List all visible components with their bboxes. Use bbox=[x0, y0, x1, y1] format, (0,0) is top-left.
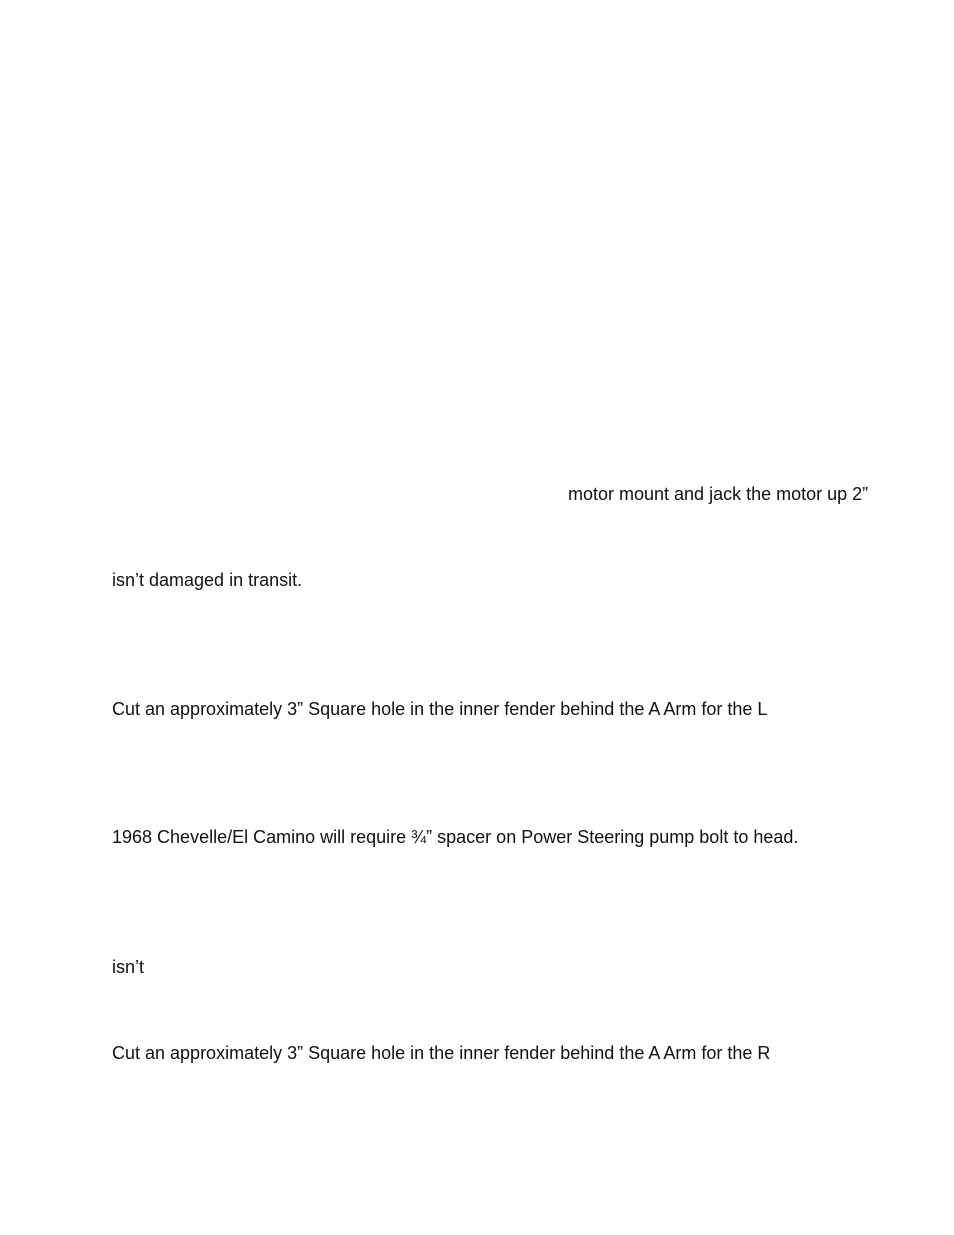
text-line-transit: isn’t damaged in transit. bbox=[112, 570, 303, 590]
text-line-chevelle-spacer: 1968 Chevelle/El Camino will require ¾” spacer on Power Steering pump bolt to head. bbox=[112, 827, 799, 847]
text-line-motor-mount: motor mount and jack the motor up 2” bbox=[568, 484, 869, 504]
text-line-cut-hole-left: Cut an approximately 3” Square hole in the inner fender behind the A Arm for the L bbox=[112, 699, 768, 719]
text-line-isnt: isn’t bbox=[112, 957, 145, 977]
text-line-cut-hole-right: Cut an approximately 3” Square hole in the inner fender behind the A Arm for the R bbox=[112, 1043, 771, 1063]
